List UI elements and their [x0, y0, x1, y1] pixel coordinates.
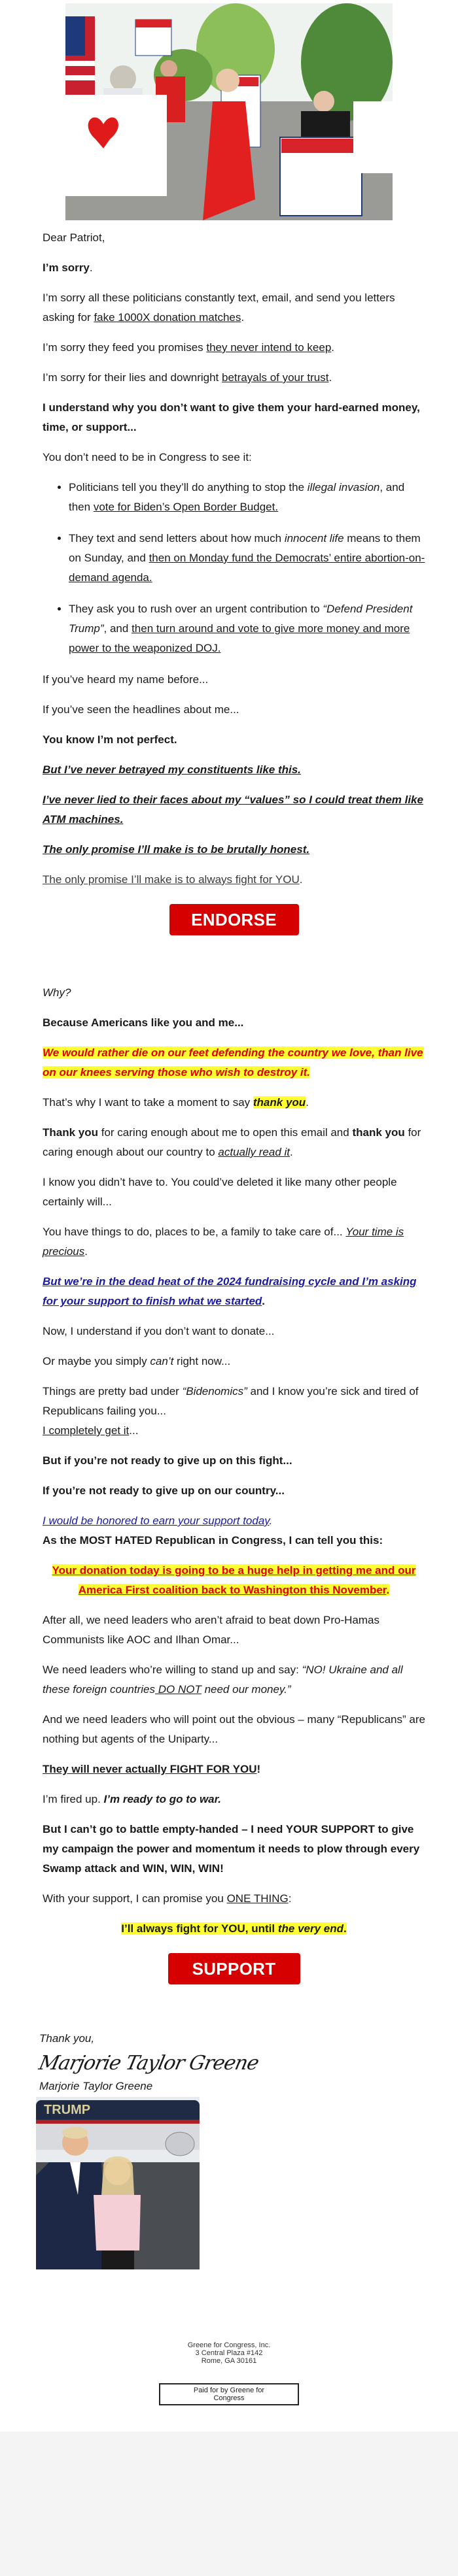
link-fight-for-you[interactable]: The only promise I’ll make is to always fight for YOU	[43, 873, 300, 886]
link-betrayals[interactable]: betrayals of your trust	[222, 371, 329, 384]
footer	[0, 2341, 458, 2405]
signoff: Thank you,	[39, 2032, 95, 2045]
trump-mtg-photo[interactable]	[36, 2097, 200, 2269]
link-never-fight[interactable]: They will never actually FIGHT FOR YOU	[43, 1763, 257, 1775]
paragraph-betrayals: I’m sorry for their lies and downright betrayals of your trust.	[43, 371, 332, 384]
paragraph-bidenomics: Things are pretty bad under “Bidenomics” and I know you’re sick and tired of Republicans failing you...	[43, 1385, 419, 1417]
paragraph-didnt-have-to: I know you didn’t have to. You could’ve deleted it like many other people certainly will...	[43, 1176, 397, 1208]
paragraph-one-thing: With your support, I can promise you ONE THING:	[43, 1892, 292, 1905]
link-time-precious[interactable]: Your time is precious	[43, 1226, 404, 1258]
link-fake-matches[interactable]: fake 1000X donation matches	[94, 311, 241, 324]
paragraph-see-it: You don’t need to be in Congress to see it:	[43, 451, 252, 463]
paragraph-fake-matches: I’m sorry all these politicians constantly text, email, and send you letters asking for fake 1000X donation matches.	[43, 292, 395, 324]
paragraph-time-precious: You have things to do, places to be, a family to take care of... Your time is precious.	[43, 1226, 404, 1258]
paragraph-headlines: If you’ve seen the headlines about me...	[43, 703, 239, 716]
support-now-button[interactable]: SUPPORT NOW	[168, 1953, 300, 1984]
paragraph-most-hated: As the MOST HATED Republican in Congress, I can tell you this:	[43, 1534, 383, 1547]
page-background	[0, 2432, 458, 2576]
footer-address1: 3 Central Plaza #142	[195, 2349, 263, 2357]
paragraph-never-fight: They will never actually FIGHT FOR YOU!	[43, 1763, 261, 1775]
link-weaponized-doj[interactable]: then turn around and vote to give more money and more power to the weaponized DOJ.	[69, 622, 410, 654]
footer-org: Greene for Congress, Inc.	[187, 2341, 271, 2349]
paragraph-fight-for-you: The only promise I’ll make is to always fight for YOU.	[43, 873, 303, 886]
link-dead-heat[interactable]: But we’re in the dead heat of the 2024 fundraising cycle and I’m asking for your support to finish what we started	[43, 1275, 417, 1307]
paragraph-after-all: After all, we need leaders who aren’t afraid to beat down Pro-Hamas Communists like AOC and Ilhan Omar...	[43, 1614, 379, 1646]
endorse-mtg-button[interactable]: ENDORSE MTG	[169, 904, 299, 935]
hero-image[interactable]	[65, 0, 393, 220]
link-never-betrayed[interactable]: But I’ve never betrayed my constituents like this.	[43, 763, 301, 776]
letter-content	[0, 228, 458, 2013]
link-completely-get-it[interactable]: I completely get it	[43, 1424, 130, 1437]
endorse-button-wrap	[43, 904, 425, 963]
link-abortion-agenda[interactable]: then on Monday fund the Democrats’ entire abortion-on-demand agenda.	[69, 552, 425, 584]
paragraph-heard-name: If you’ve heard my name before...	[43, 673, 209, 686]
paragraph-empty-handed: But I can’t go to battle empty-handed – I need YOUR SUPPORT to give my campaign the power and momentum it needs to plow through every Swamp attack and WIN, WIN, WIN!	[43, 1823, 420, 1875]
support-button-wrap	[43, 1953, 425, 2013]
paragraph-cant-right-now: Or maybe you simply can’t right now...	[43, 1355, 231, 1367]
paragraph-never-lied	[43, 790, 425, 829]
link-never-intend[interactable]: they never intend to keep	[206, 341, 332, 354]
list-item: • Politicians tell you they’ll do anything to stop the illegal invasion, and then vote for Biden’s Open Border Budget.	[69, 478, 425, 517]
paragraph-dead-heat: But we’re in the dead heat of the 2024 fundraising cycle and I’m asking for your support to finish what we started.	[43, 1275, 417, 1307]
footer-address2: Rome, GA 30161	[201, 2357, 257, 2365]
paid-for-by-box: Paid for by Greene for Congress	[159, 2383, 299, 2405]
paragraph-dont-want-donate: Now, I understand if you don’t want to donate...	[43, 1325, 275, 1337]
link-donation-today[interactable]: Your donation today is going to be a huge help in getting me and our America First coalition back to Washington this November	[52, 1564, 416, 1596]
printed-name: Marjorie Taylor Greene	[39, 2080, 153, 2092]
paragraph-give-up-fight: But if you’re not ready to give up on this fight...	[43, 1454, 292, 1467]
sorry-line: I’m sorry.	[43, 261, 93, 274]
paragraph-always-fight: I’ll always fight for YOU, until the very end.	[121, 1922, 347, 1935]
list-item: • They ask you to rush over an urgent contribution to “Defend President Trump”, and then turn around and vote to give more money and more power to the weaponized DOJ.	[69, 599, 425, 658]
signature-image: Marjorie Taylor Greene	[37, 2052, 261, 2075]
paragraph-die-on-feet: We would rather die on our feet defending the country we love, than live on our knees serving those who wish to destroy it.	[43, 1046, 423, 1079]
paragraph-never-betrayed	[43, 760, 425, 780]
link-never-lied[interactable]: I’ve never lied to their faces about my “values” so I could treat them like ATM machines.	[43, 794, 423, 826]
paragraph-americans: Because Americans like you and me...	[43, 1016, 244, 1029]
link-one-thing[interactable]: ONE THING	[226, 1892, 289, 1905]
paragraph-fired-up: I’m fired up. I’m ready to go to war.	[43, 1793, 222, 1805]
paragraph-why: Why?	[43, 986, 71, 999]
betrayal-list	[43, 478, 425, 658]
paragraph-stand-up: We need leaders who’re willing to stand up and say: “NO! Ukraine and all these foreign countries DO NOT need our money.”	[43, 1664, 403, 1696]
link-honored-support[interactable]: I would be honored to earn your support today	[43, 1514, 270, 1527]
link-open-border-budget[interactable]: vote for Biden’s Open Border Budget.	[93, 501, 279, 513]
paragraph-promises: I’m sorry they feed you promises they never intend to keep.	[43, 341, 335, 354]
paragraph-donation-today: Your donation today is going to be a huge help in getting me and our America First coalition back to Washington this November.	[52, 1564, 416, 1596]
paragraph-understand: I understand why you don’t want to give them your hard-earned money, time, or support...	[43, 401, 420, 433]
paragraph-uniparty: And we need leaders who will point out the obvious – many “Republicans” are nothing but agents of the Uniparty...	[43, 1713, 425, 1745]
paragraph-give-up-country: If you’re not ready to give up on our country...	[43, 1484, 285, 1497]
link-actually-read-it[interactable]: actually read it	[218, 1146, 291, 1158]
paragraph-honored: I would be honored to earn your support today.	[43, 1514, 273, 1527]
greeting: Dear Patriot,	[43, 231, 105, 244]
hero-photo	[65, 3, 393, 220]
link-brutally-honest[interactable]: The only promise I’ll make is to be brutally honest.	[43, 843, 310, 856]
paragraph-thank-you-open: Thank you for caring enough about me to open this email and thank you for caring enough about our country to actually read it.	[43, 1126, 421, 1158]
list-item: • They text and send letters about how much innocent life means to them on Sunday, and then on Monday fund the Democrats’ entire abortion-on-demand agenda.	[69, 529, 425, 588]
paragraph-thank-you-moment: That’s why I want to take a moment to say thank you.	[43, 1096, 309, 1109]
link-do-not[interactable]: DO NOT	[155, 1683, 202, 1696]
paragraph-brutally-honest	[43, 840, 425, 860]
paragraph-completely-get-it: I completely get it...	[43, 1424, 139, 1437]
paragraph-not-perfect: You know I’m not perfect.	[43, 733, 177, 746]
svg-text:TRUMP: TRUMP	[44, 2103, 91, 2117]
